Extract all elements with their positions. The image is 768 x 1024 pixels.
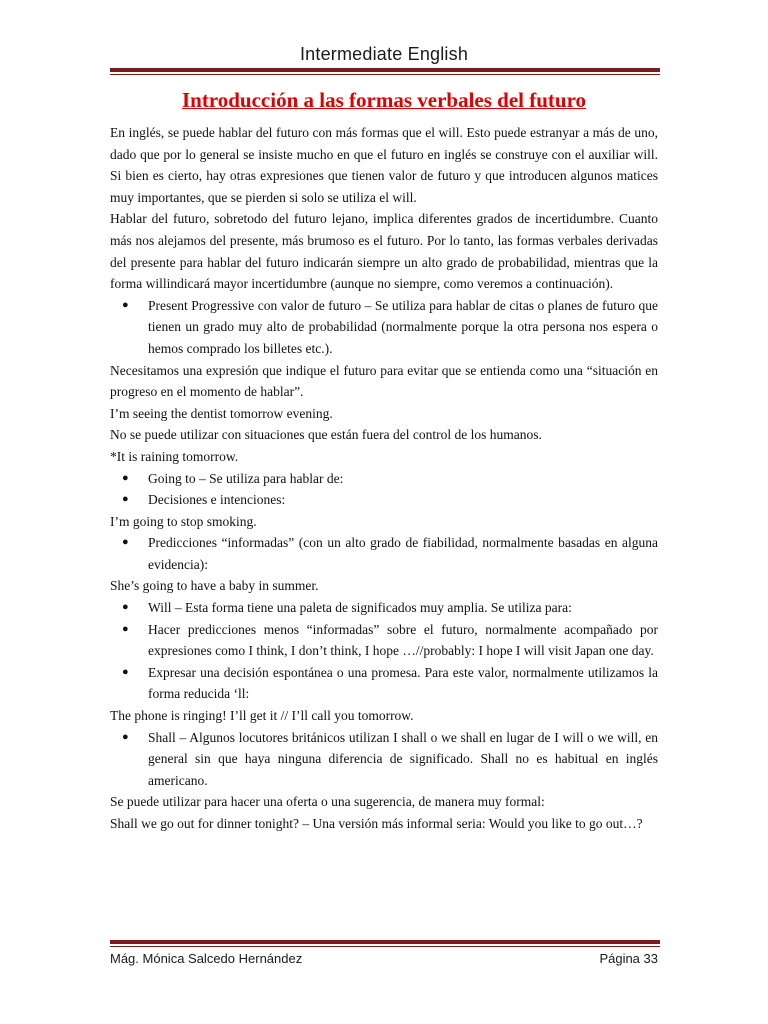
list-item-text: Predicciones “informadas” (con un alto grado de fiabilidad, normalmente basadas en alguna evidencia): bbox=[148, 535, 658, 572]
bullet-icon: ● bbox=[122, 730, 129, 743]
list-item bbox=[122, 727, 658, 792]
list-item-text: Will – Esta forma tiene una paleta de significados muy amplia. Se utiliza para: bbox=[148, 600, 572, 616]
footer-author: Mág. Mónica Salcedo Hernández bbox=[110, 951, 303, 966]
footer-rule-thick bbox=[110, 940, 660, 944]
bullet-icon: ● bbox=[122, 536, 129, 549]
list-item bbox=[122, 489, 658, 511]
running-header: Intermediate English bbox=[299, 44, 469, 64]
footer-page-number: Página 33 bbox=[599, 951, 658, 966]
list-item-text: Present Progressive con valor de futuro – Se utiliza para hablar de citas o planes de futuro que tienen un grado muy alto de probabilidad (normalmente porque la otra persona nos espera o hemos comprado los billetes etc.). bbox=[148, 297, 658, 356]
list-item-text: Shall – Algunos locutores británicos utilizan I shall o we shall en lugar de I will o we will, en general sin que haya ninguna diferencia de significado. Shall no es habitual en inglés americano. bbox=[148, 729, 658, 788]
paragraph: Necesitamos una expresión que indique el futuro para evitar que se entienda como una “situación en progreso en el momento de hablar”. bbox=[110, 362, 658, 400]
list-item-text: Decisiones e intenciones: bbox=[148, 492, 286, 508]
example-sentence: I’m going to stop smoking. bbox=[110, 513, 257, 529]
example-sentence: She’s going to have a baby in summer. bbox=[110, 578, 319, 594]
list-item bbox=[122, 662, 658, 705]
footer-rule-thin bbox=[110, 946, 660, 947]
example-sentence: The phone is ringing! I’ll get it // I’ll call you tomorrow. bbox=[110, 708, 414, 724]
example-sentence: I’m seeing the dentist tomorrow evening. bbox=[110, 405, 333, 421]
list-item-text: Hacer predicciones menos “informadas” sobre el futuro, normalmente acompañado por expresiones como I think, I don’t think, I hope …//probably: I hope I will visit Japan one day. bbox=[148, 621, 658, 659]
body-text bbox=[110, 122, 658, 835]
paragraph: Se puede utilizar para hacer una oferta o una sugerencia, de manera muy formal: bbox=[110, 794, 545, 810]
list-item bbox=[122, 619, 658, 662]
bullet-icon: ● bbox=[122, 471, 129, 484]
paragraph: No se puede utilizar con situaciones que están fuera del control de los humanos. bbox=[110, 427, 542, 443]
list-item-text: Expresar una decisión espontánea o una promesa. Para este valor, normalmente utilizamos la forma reducida ‘ll: bbox=[148, 664, 658, 702]
list-item bbox=[122, 295, 658, 360]
list-item bbox=[122, 468, 658, 490]
list-item bbox=[122, 597, 658, 619]
bullet-icon: ● bbox=[122, 601, 129, 614]
bullet-icon: ● bbox=[122, 493, 129, 506]
list-item bbox=[122, 532, 658, 575]
document-title: Introducción a las formas verbales del futuro bbox=[181, 88, 587, 112]
example-sentence: Shall we go out for dinner tonight? – Una versión más informal seria: Would you like to go out…? bbox=[110, 816, 643, 831]
example-sentence: *It is raining tomorrow. bbox=[110, 448, 239, 464]
bullet-icon: ● bbox=[122, 622, 129, 635]
list-item-text: Going to – Se utiliza para hablar de: bbox=[148, 470, 344, 486]
header-rule-thick bbox=[110, 68, 660, 72]
paragraph: En inglés, se puede hablar del futuro con más formas que el will. Esto puede estranyar a más de uno, dado que por lo general se insiste mucho en que el futuro en inglés se construye con el auxiliar will. Si bien es cierto, hay otras expresiones que tienen valor de futuro y que introducen algunos matices muy importantes, que se pierden si solo se utiliza el will. bbox=[110, 125, 658, 205]
paragraph: Hablar del futuro, sobretodo del futuro lejano, implica diferentes grados de incertidumbre. Cuanto más nos alejamos del presente, más brumoso es el futuro. Por lo tanto, las formas verbales derivadas del presente para hablar del futuro indicarán siempre un alto grado de probabilidad, mientras que la forma willindicará mayor incertidumbre (aunque no siempre, como veremos a continuación). bbox=[110, 211, 658, 292]
bullet-icon: ● bbox=[122, 665, 129, 678]
header-rule-thin bbox=[110, 74, 660, 75]
bullet-icon: ● bbox=[122, 298, 129, 311]
